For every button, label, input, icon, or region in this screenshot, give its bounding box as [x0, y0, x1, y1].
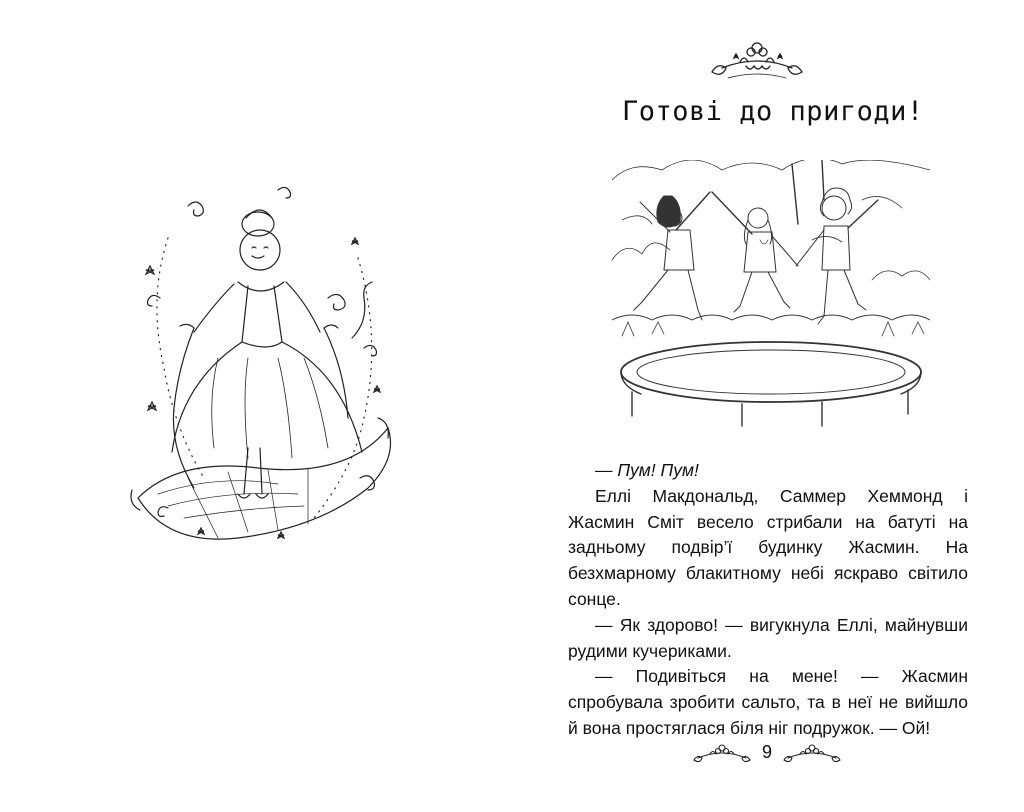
- chapter-title: Готові до пригоди!: [622, 96, 924, 127]
- right-page: [512, 0, 1024, 812]
- chapter-text: [568, 458, 968, 742]
- paragraph: — Як здорово! — вигукнула Еллі, майнувши рудими кучериками.: [568, 614, 968, 661]
- tiara-ornament-icon: [782, 742, 842, 764]
- paragraph: Еллі Макдональд, Саммер Хеммонд і Жасмин Сміт весело стрибали на батуті на задньому подвір’ї будинку Жасмин. На безхмарному блакитному небі яскраво світило сонце.: [568, 485, 968, 609]
- page-footer: [692, 740, 842, 766]
- princess-on-magic-carpet-illustration: [128, 178, 400, 558]
- girls-jumping-on-trampoline-illustration: [612, 160, 930, 428]
- page-number: 9: [761, 742, 772, 762]
- paragraph-dialogue: — Пум! Пум!: [595, 460, 699, 480]
- tiara-ornament-icon: [702, 38, 812, 84]
- tiara-ornament-icon: [692, 742, 752, 764]
- paragraph: — Подивіться на мене! — Жасмин спробувала зробити сальто, та в неї не вийшло й вона простяглася біля ніг подружок. — Ой!: [568, 666, 968, 738]
